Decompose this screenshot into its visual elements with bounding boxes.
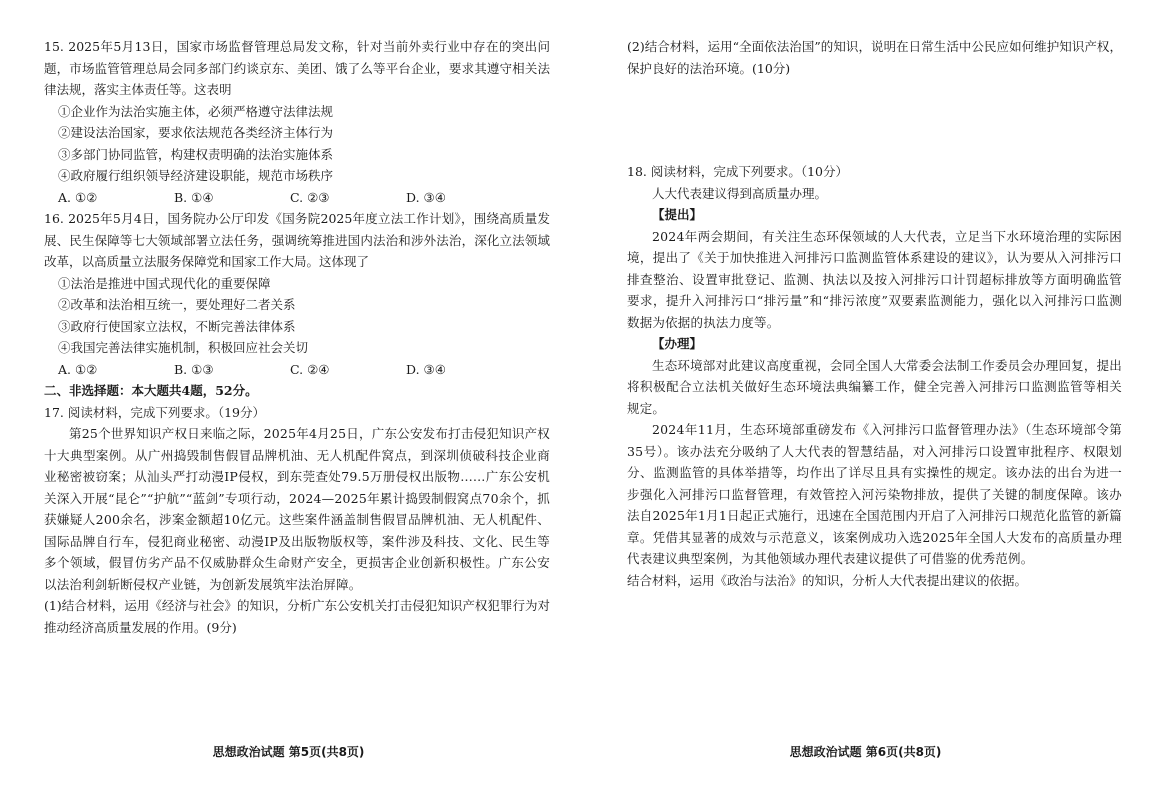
section-title: 二、非选择题：本大题共4题，52分。 [44,383,258,398]
right-column [627,36,1122,591]
question-17-sub1: (1)结合材料，运用《经济与社会》的知识，分析广东公安机关打击侵犯知识产权犯罪行为对推动经济高质量发展的作用。(9分) [44,598,550,635]
question-17-material: 第25个世界知识产权日来临之际，2025年4月25日，广东公安发布打击侵犯知识产权十大典型案例。从广州捣毁制售假冒品牌机油、无人机配件窝点，到深圳侦破科技企业商业秘密被窃案；从汕头严打动漫IP侵权，到东莞查处79.5万册侵权出版物……广东公安机关深入开展“昆仑”“护航”“蓝剑”专项行动，2024—2025年累计捣毁制假窝点70余个，抓获嫌疑人200余名，涉案金额超10亿元。这些案件涵盖制售假冒品牌机油、无人机配件、国际品牌自行车，侵犯商业秘密、动漫IP及出版物版权等，案件涉及科技、文化、民生等多个领域，假冒仿劣产品不仅威胁群众生命财产安全，更损害企业创新积极性。广东公安以法治利剑斩断侵权产业链，为创新发展筑牢法治屏障。 [44,426,550,592]
q15-option-2: ②建设法治国家，要求依法规范各类经济主体行为 [58,125,334,140]
question-18-question: 结合材料，运用《政治与法治》的知识，分析人大代表提出建议的依据。 [627,572,1028,588]
q16-choice-a: A. ①② [58,361,98,377]
q16-choice-d: D. ③④ [406,361,446,377]
q15-choice-b: B. ①④ [174,189,214,205]
tag-propose: 【提出】 [652,207,703,222]
q15-option-4: ④政府履行组织领导经济建设职能，规范市场秩序 [58,168,334,183]
q15-choice-c: C. ②③ [290,189,330,205]
q16-choice-b: B. ①③ [174,361,214,377]
question-18-handle-1: 生态环境部对此建议高度重视，会同全国人大常委会法制工作委员会办理回复，提出将积极配合立法机关做好生态环境法典编纂工作，健全完善入河排污口监测监管等相关规定。 [627,357,1122,416]
question-17-sub2: (2)结合材料，运用“全面依法治国”的知识，说明在日常生活中公民应如何维护知识产权，保护良好的法治环境。(10分) [627,39,1122,76]
right-page [577,0,1154,800]
tag-handle: 【办理】 [652,336,703,351]
left-column [44,36,550,638]
question-18-stem: 18. 阅读材料，完成下列要求。（10分） [627,164,849,179]
q16-option-4: ④我国完善法律实施机制，积极回应社会关切 [58,340,309,355]
q15-choice-d: D. ③④ [406,189,446,205]
question-18-propose: 2024年两会期间，有关注生态环保领域的人大代表，立足当下水环境治理的实际困境，提出了《关于加快推进入河排污口监测监管体系建设的建议》，认为要从入河排污口排查整治、设置审批登记、监测、执法以及按入河排污口计罚超标排放等方面明确监管要求，提升入河排污口“排污量”和“排污浓度”双要素监测能力，强化以入河排污口监测数据为依据的执法力度等。 [627,228,1122,330]
question-17-stem: 17. 阅读材料，完成下列要求。（19分） [44,404,266,420]
question-18-intro: 人大代表建议得到高质量办理。 [652,185,828,201]
right-page-footer: 思想政治试题 第6页(共8页) [789,745,942,759]
q16-option-1: ①法治是推进中国式现代化的重要保障 [58,275,271,291]
q15-choices [44,187,550,209]
question-18-handle-2: 2024年11月，生态环境部重磅发布《入河排污口监督管理办法》（生态环境部令第35号）。该办法充分吸纳了人大代表的智慧结晶，对入河排污口设置审批程序、权限划分、监测监管的具体举措等，均作出了详尽且具有实操性的规定。该办法的出台为进一步强化入河排污口监督管理，有效管控入河污染物排放，提供了关键的制度保障。该办法自2025年1月1日起正式施行，迅速在全国范围内开启了入河排污口规范化监管的新篇章。凭借其显著的成效与示范意义，该案例成功入选2025年全国人大发布的高质量办理代表建议典型案例，为其他领域办理代表建议提供了可借鉴的优秀范例。 [627,422,1122,566]
q16-choice-c: C. ②④ [290,361,330,377]
question-16-stem: 16. 2025年5月4日，国务院办公厅印发《国务院2025年度立法工作计划》，围绕高质量发展、民生保障等七大领域部署立法任务，强调统筹推进国内法治和涉外法治，深化立法领域改革，以高质量立法服务保障党和国家工作大局。这体现了 [44,211,550,269]
q15-choice-a: A. ①② [58,189,98,205]
q15-option-1: ①企业作为法治实施主体，必须严格遵守法律法规 [58,103,334,119]
left-page-footer: 思想政治试题 第5页(共8页) [212,745,365,759]
q16-option-3: ③政府行使国家立法权，不断完善法律体系 [58,318,296,334]
q16-choices [44,359,550,381]
q15-option-3: ③多部门协同监管，构建权责明确的法治实施体系 [58,146,334,162]
q16-option-2: ②改革和法治相互统一，要处理好二者关系 [58,297,296,312]
question-15-stem: 15. 2025年5月13日，国家市场监督管理总局发文称，针对当前外卖行业中存在的突出问题，市场监管管理总局会同多部门约谈京东、美团、饿了么等平台企业，要求其遵守相关法律法规，落实主体责任等。这表明 [44,39,550,97]
